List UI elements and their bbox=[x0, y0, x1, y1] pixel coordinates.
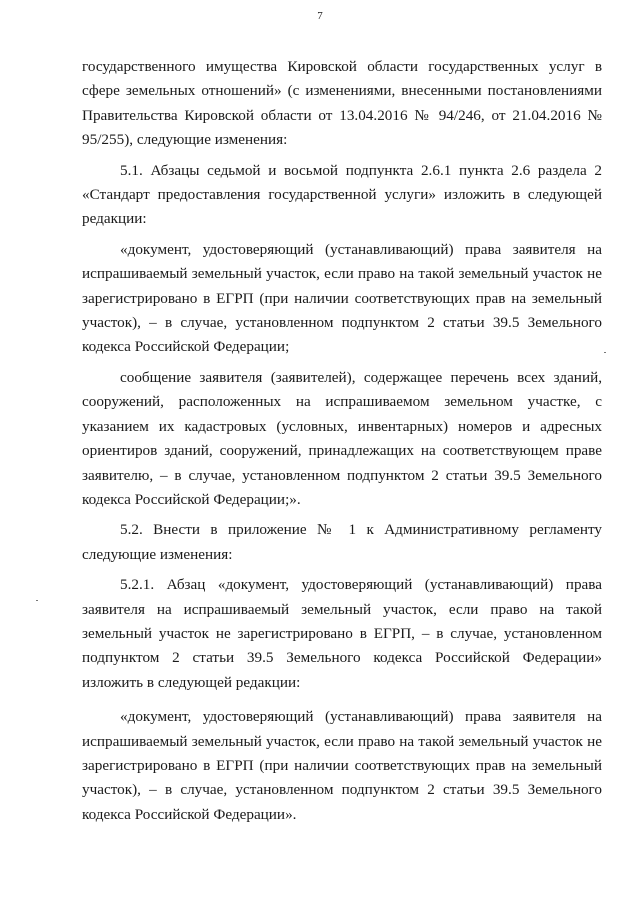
document-body bbox=[82, 55, 602, 833]
scan-speck bbox=[604, 352, 606, 353]
page-number: 7 bbox=[317, 10, 323, 22]
paragraph-quote-document: «документ, удостоверяющий (устанавливающий) права заявителя на испрашиваемый земельный участок, если право на такой земельный участок не зарегистрировано в ЕГРП (при наличии соответствующих прав на земельный участок), – в случае, установленном подпунктом 2 статьи 39.5 Земельного кодекса Российской Федерации; bbox=[82, 240, 602, 356]
paragraph-quote-message: сообщение заявителя (заявителей), содержащее перечень всех зданий, сооружений, расположенных на испрашиваемом земельном участке, с указанием их кадастровых (условных, инвентарных) номеров и адресных ориентиров зданий, сооружений, принадлежащих на соответствующем праве заявителю, – в случае, установленном подпунктом 2 статьи 39.5 Земельного кодекса Российской Федерации;». bbox=[82, 368, 602, 508]
paragraph-intro-continuation: государственного имущества Кировской области государственных услуг в сфере земельных отношений» (с изменениями, внесенными постановлениями Правительства Кировской области от 13.04.2016 № 94/246, от 21.04.2016 № 95/255), следующие изменения: bbox=[82, 58, 602, 149]
paragraph-quote-new-wording: «документ, удостоверяющий (устанавливающий) права заявителя на испрашиваемый земельный участок, если право на такой земельный участок не зарегистрировано в ЕГРП (при наличии соответствующих прав на земельный участок), – в случае, установленном подпунктом 2 статьи 39.5 Земельного кодекса Российской Федерации». bbox=[82, 708, 602, 823]
paragraph-5-2-1: 5.2.1. Абзац «документ, удостоверяющий (устанавливающий) права заявителя на испрашиваемый земельный участок, если право на такой земельный участок не зарегистрировано в ЕГРП, – в случае, установленном подпунктом 2 статьи 39.5 Земельного кодекса Российской Федерации» изложить в следующей редакции: bbox=[82, 576, 602, 691]
paragraph-5-2: 5.2. Внести в приложение № 1 к Административному регламенту следующие изменения: bbox=[82, 521, 602, 563]
scan-speck bbox=[36, 600, 38, 601]
paragraph-5-1: 5.1. Абзацы седьмой и восьмой подпункта 2.6.1 пункта 2.6 раздела 2 «Стандарт предоставления государственной услуги» изложить в следующей редакции: bbox=[82, 161, 602, 228]
